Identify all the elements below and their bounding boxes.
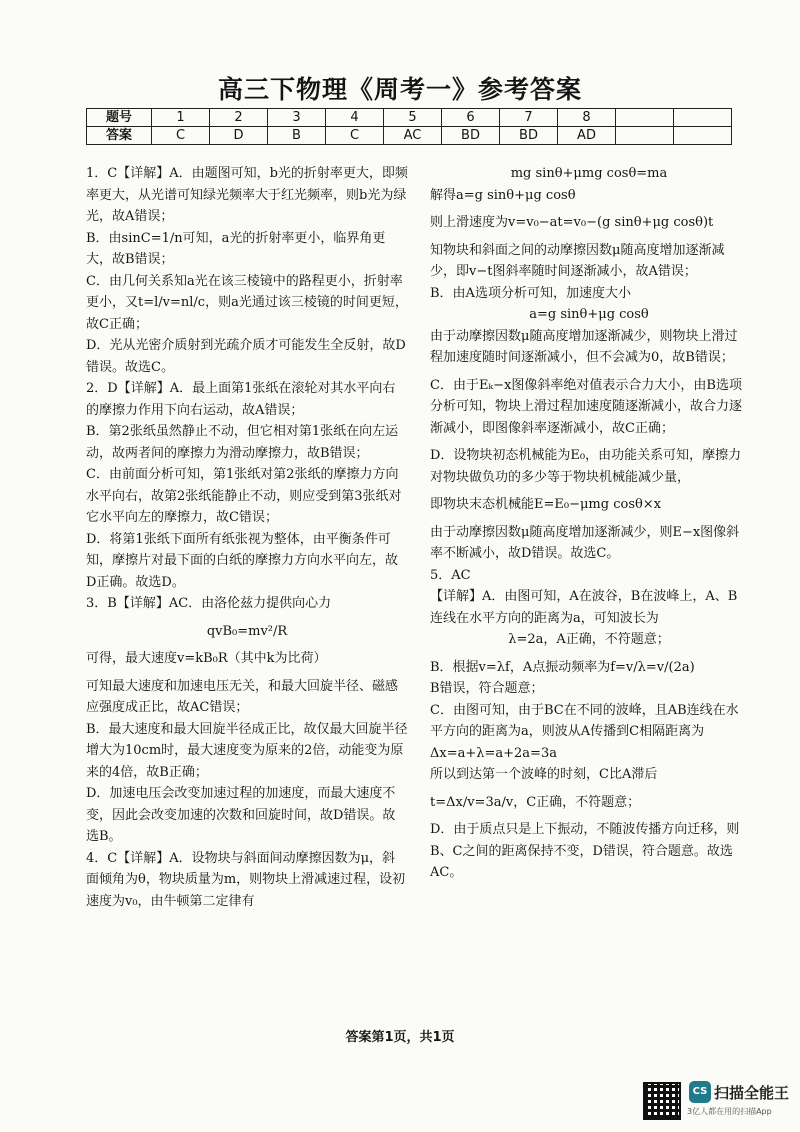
paragraph: 知物块和斜面之间的动摩擦因数μ随高度增加逐渐减少，即v−t图斜率随时间逐渐减小，故A错误； — [430, 242, 725, 279]
paragraph: D．设物块初态机械能为E₀，由功能关系可知，摩擦力对物块做负功的多少等于物块机械能减少量， — [430, 448, 742, 485]
table-header-number: 题号 — [87, 109, 152, 127]
paragraph: D．将第1张纸下面所有纸张视为整体，由平衡条件可知，摩擦片对最下面的白纸的摩擦力方向水平向左，故D正确。故选D。 — [86, 531, 399, 590]
table-cell: C — [152, 127, 210, 145]
table-cell: AD — [558, 127, 616, 145]
table-cell: B — [268, 127, 326, 145]
table-cell: 8 — [558, 109, 616, 127]
right-column — [430, 163, 748, 884]
page-footer: 答案第1页，共1页 — [345, 1030, 455, 1045]
table-cell: 7 — [500, 109, 558, 127]
paragraph: C．由前面分析可知，第1张纸对第2张纸的摩擦力方向水平向右，故第2张纸能静止不动，则应受到第3张纸对它水平向左的摩擦力，故C错误； — [86, 467, 402, 525]
paragraph: B．第2张纸虽然静止不动，但它相对第1张纸在向左运动，故两者间的摩擦力为滑动摩擦力，故B错误； — [86, 424, 399, 461]
formula: λ=2a，A正确，不符题意； — [508, 632, 670, 647]
table-header-answer: 答案 — [87, 127, 152, 145]
paragraph: 可得，最大速度v=kB₀R（其中k为比荷） — [86, 651, 327, 666]
paragraph: C．由图可知，由于BC在不同的波峰，且AB连线在水平方向的距离为a，则波从A传播到C相隔距离为Δx=a+λ=a+2a=3a — [430, 702, 739, 761]
paragraph: 4．C【详解】A．设物块与斜面间动摩擦因数为μ，斜面倾角为θ，物块质量为m，则物块上滑减速过程，设初速度为v₀，由牛顿第二定律有 — [86, 850, 406, 909]
table-cell: 5 — [384, 109, 442, 127]
formula: mg sinθ+μmg cosθ=ma — [510, 166, 668, 181]
table-cell — [616, 127, 674, 145]
paragraph: 1．C【详解】A．由题图可知，b光的折射率更大，即频率更大，从光谱可知绿光频率大于红光频率，则b光为绿光，故A错误； — [86, 166, 408, 224]
table-cell: C — [326, 127, 384, 145]
qr-code-icon — [643, 1082, 681, 1120]
paragraph: 3．B【详解】AC．由洛伦兹力提供向心力 — [86, 596, 332, 611]
paragraph: D．光从光密介质射到光疏介质才可能发生全反射，故D错误。故选C。 — [86, 338, 406, 375]
table-cell: AC — [384, 127, 442, 145]
answer-table-number-row — [87, 109, 732, 127]
table-cell: BD — [500, 127, 558, 145]
paragraph: 5．AC — [430, 567, 471, 583]
paragraph: t=Δx/v=3a/v，C正确，不符题意； — [430, 794, 641, 810]
table-cell: BD — [442, 127, 500, 145]
page-title: 高三下物理《周考一》参考答案 — [217, 75, 582, 104]
table-cell: 4 — [326, 109, 384, 127]
table-cell: 3 — [268, 109, 326, 127]
paragraph: D．由于质点只是上下振动，不随波传播方向迁移，则B、C之间的距离保持不变，D错误，符合题意。故选AC。 — [430, 822, 740, 880]
paragraph: 即物块末态机械能E=E₀−μmg cosθ×x — [430, 497, 662, 512]
paragraph: 由于动摩擦因数μ随高度增加逐渐减少，则物块上滑过程加速度随时间逐渐减小，但不会减为0，故B错误； — [430, 328, 738, 365]
table-cell — [616, 109, 674, 127]
paragraph: B．由A选项分析可知，加速度大小 — [430, 285, 631, 301]
answer-table-answer-row — [87, 127, 732, 145]
paragraph: 【详解】A．由图可知，A在波谷，B在波峰上，A、B连线在水平方向的距离为a，可知波长为 — [430, 589, 738, 626]
scanner-logo-icon: CS — [689, 1081, 711, 1103]
paragraph: C．由于Eₖ−x图像斜率绝对值表示合力大小，由B选项分析可知，物块上滑过程加速度随逐渐减小，故合力逐渐减小，即图像斜率逐渐减小，故C正确； — [430, 377, 743, 436]
paragraph: B．由sinC=1/n可知，a光的折射率更小，临界角更大，故B错误； — [86, 230, 386, 267]
paragraph: B．最大速度和最大回旋半径成正比，故仅最大回旋半径增大为10cm时，最大速度变为原来的2倍，动能变为原来的4倍，故B正确； — [86, 721, 408, 780]
table-cell: 2 — [210, 109, 268, 127]
table-cell: 1 — [152, 109, 210, 127]
table-cell — [674, 127, 732, 145]
scanner-app-name: 扫描全能王 — [714, 1084, 790, 1102]
paragraph: 所以到达第一个波峰的时刻，C比A滞后 — [430, 767, 658, 782]
formula: a=g sinθ+μg cosθ — [529, 307, 649, 322]
left-column — [86, 163, 408, 912]
paragraph: 2．D【详解】A．最上面第1张纸在滚轮对其水平向右的摩擦力作用下向右运动，故A错误； — [86, 381, 396, 418]
paragraph: 解得a=g sinθ+μg cosθ — [430, 187, 576, 203]
paragraph: B．根据v=λf，A点振动频率为f=v/λ=v/(2a) — [430, 659, 695, 675]
table-cell — [674, 109, 732, 127]
paragraph: C．由几何关系知a光在该三棱镜中的路程更小，折射率更小，又t=l/v=nl/c，则a光通过该三棱镜的时间更短，故C正确； — [86, 273, 408, 332]
paragraph: B错误，符合题意； — [430, 681, 544, 696]
paragraph: D．加速电压会改变加速过程的加速度，而最大速度不变，因此会改变加速的次数和回旋时间，故D错误。故选B。 — [86, 786, 396, 844]
formula: qvB₀=mv²/R — [206, 623, 288, 639]
scanner-app-tagline: 3亿人都在用的扫描App — [687, 1107, 772, 1116]
paragraph: 则上滑速度为v=v₀−at=v₀−(g sinθ+μg cosθ)t — [430, 215, 714, 230]
table-cell: 6 — [442, 109, 500, 127]
paragraph: 可知最大速度和加速电压无关，和最大回旋半径、磁感应强度成正比，故AC错误； — [86, 678, 399, 715]
table-cell: D — [210, 127, 268, 145]
answer-table — [86, 108, 732, 145]
paragraph: 由于动摩擦因数μ随高度增加逐渐减少，则E−x图像斜率不断减小，故D错误。故选C。 — [430, 524, 740, 561]
